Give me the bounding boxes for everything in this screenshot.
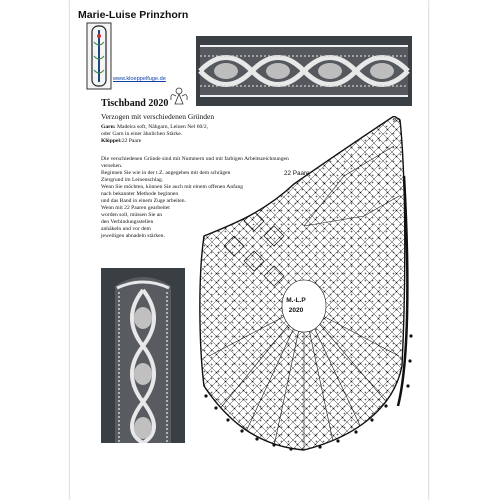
materials-line: oder Garn in einer ähnlichen Stärke. <box>101 131 183 137</box>
bobbin-logo-icon <box>86 22 112 90</box>
instruction-line: den Verbindungsstellen <box>101 219 154 225</box>
instruction-line: Wenn mit 22 Paaren gearbeitet <box>101 205 170 211</box>
instruction-line: Die verschiedenen Gründe sind mit Nummern und mit farbigen Arbeitszeichnungen <box>101 156 289 162</box>
instruction-line: worden soll, müssen Sie an <box>101 212 163 218</box>
instruction-line: anhäkeln und vor dem <box>101 226 151 232</box>
pricking-diagram <box>194 116 416 452</box>
instruction-line: und das Band in einem Zuge arbeiten. <box>101 198 186 204</box>
instruction-line: Wenn Sie möchten, können Sie auch mit einem offenen Anfang <box>101 184 244 190</box>
angel-icon <box>168 86 190 106</box>
instruction-line: Beginnen Sie wie in der t.Z. angegeben mit dem schrägen <box>101 170 231 176</box>
materials-line: Klöppel:22 Paare <box>101 138 142 144</box>
website-link[interactable]: www.kloeppelfuge.de <box>113 76 166 82</box>
pattern-title: Tischband 2020 <box>101 98 169 109</box>
lace-photo-bottom <box>101 268 185 443</box>
pairs-label: 22 Paare <box>284 170 310 177</box>
instruction-line: jeweiligen abnadeln stärken. <box>101 233 165 239</box>
materials-line: Garn: Madeira soft, Nähgarn, Leinen Nel 60/2, <box>101 124 209 130</box>
author-name: Marie-Luise Prinzhorn <box>78 9 189 21</box>
lace-photo-top <box>196 36 412 106</box>
instruction-line: nach bekannter Methode beginnen <box>101 191 179 197</box>
instruction-line: Ziergrund im Leinenschlag. <box>101 177 164 183</box>
watermark-initials: M.-L.P <box>286 297 306 304</box>
watermark-year: 2020 <box>288 307 304 314</box>
pattern-subtitle: Verzogen mit verschiedenen Gründen <box>101 112 215 121</box>
instruction-line: versehen. <box>101 163 123 169</box>
